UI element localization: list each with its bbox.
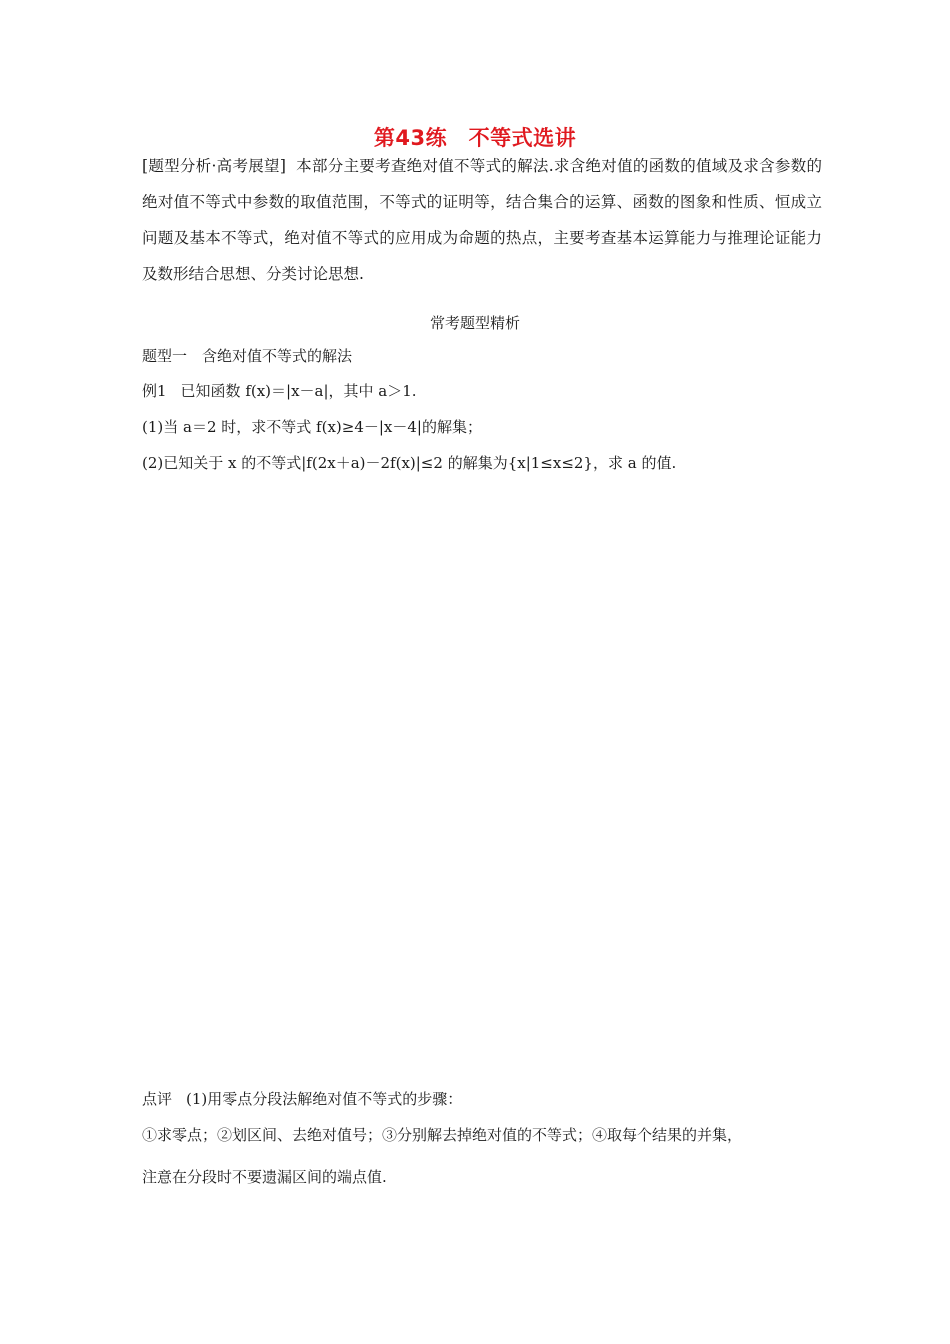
page-title: 第43练 不等式选讲 (373, 126, 577, 150)
intro-paragraph (142, 148, 822, 292)
comment-line-1 (142, 1088, 462, 1109)
example-text: 已知函数 f(x)＝|x－a|，其中 a＞1. (180, 382, 417, 400)
question-2: (2)已知关于 x 的不等式|f(2x＋a)－2f(x)|≤2 的解集为{x|1≤x≤2}，求 a 的值. (142, 454, 677, 472)
comment-line-3: 注意在分段时不要遗漏区间的端点值. (142, 1168, 387, 1186)
section-heading: 常考题型精析 (429, 314, 520, 332)
comment-label: 点评 (142, 1090, 173, 1108)
comment-text: (1)用零点分段法解绝对值不等式的步骤： (186, 1090, 463, 1108)
intro-tag: [题型分析·高考展望] (142, 157, 286, 175)
example-1 (142, 380, 417, 401)
example-label: 例1 (142, 382, 167, 400)
question-1: (1)当 a＝2 时，求不等式 f(x)≥4－|x－4|的解集； (142, 418, 482, 436)
comment-line-2: ①求零点；②划区间、去绝对值号；③分别解去掉绝对值的不等式；④取每个结果的并集， (142, 1126, 743, 1144)
type-heading: 题型一 含绝对值不等式的解法 (142, 347, 353, 365)
intro-text: 本部分主要考查绝对值不等式的解法.求含绝对值的函数的值域及求含参数的绝对值不等式中参数的取值范围，不等式的证明等，结合集合的运算、函数的图象和性质、恒成立问题及基本不等式，绝对值不等式的应用成为命题的热点，主要考查基本运算能力与推理论证能力及数形结合思想、分类讨论思想. (142, 157, 822, 283)
